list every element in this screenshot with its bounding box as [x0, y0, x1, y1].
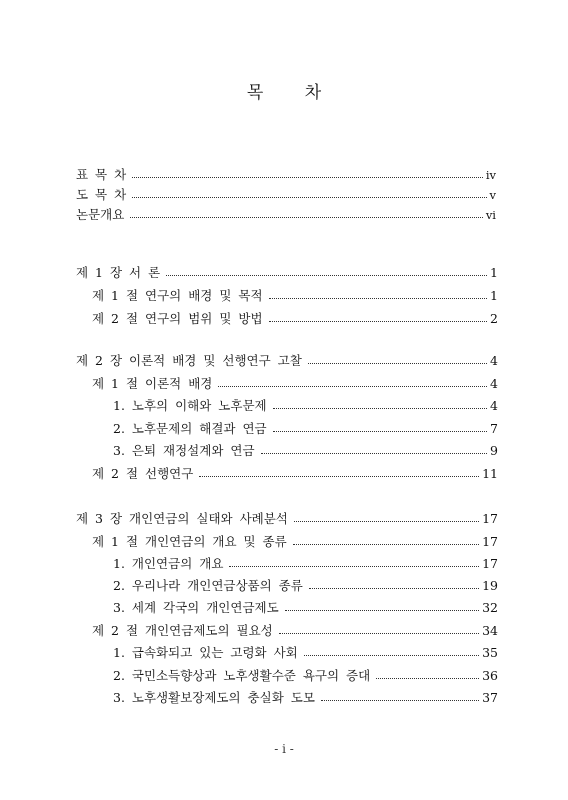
toc-entry-page: 4 [490, 398, 498, 413]
toc-entry-subsection[interactable] [113, 578, 498, 594]
dot-leader [273, 408, 487, 409]
toc-entry-label: 제 1 장 서 론 [76, 265, 161, 280]
dot-leader [166, 275, 487, 276]
toc-entry-label: 1. 급속화되고 있는 고령화 사회 [113, 645, 298, 660]
toc-entry-section[interactable] [92, 623, 498, 639]
toc-entry-subsection[interactable] [113, 398, 498, 414]
toc-entry-label: 도 목 차 [76, 187, 127, 202]
dot-leader [273, 431, 487, 432]
toc-entry-label: 3. 은퇴 재정설계와 연금 [113, 443, 255, 458]
toc-entry-page: 1 [490, 265, 498, 280]
toc-entry-subsection[interactable] [113, 556, 498, 572]
toc-entry-page: 4 [490, 353, 498, 368]
toc-entry-subsection[interactable] [113, 443, 498, 459]
toc-entry-label: 논문개요 [76, 207, 125, 222]
toc-entry-page: 9 [490, 443, 498, 458]
toc-entry-section[interactable] [92, 311, 498, 327]
toc-entry-subsection[interactable] [113, 600, 498, 616]
toc-entry-page: 34 [482, 623, 498, 638]
toc-entry-list-of-figures[interactable] [76, 187, 496, 203]
toc-entry-page: 17 [482, 534, 498, 549]
dot-leader [293, 544, 479, 545]
toc-entry-label: 제 3 장 개인연금의 실태와 사례분석 [76, 511, 288, 526]
dot-leader [229, 566, 479, 567]
toc-entry-label: 제 2 장 이론적 배경 및 선행연구 고찰 [76, 353, 302, 368]
dot-leader [132, 197, 486, 198]
toc-entry-page: 17 [482, 556, 498, 571]
toc-entry-label: 제 1 절 이론적 배경 [92, 376, 213, 391]
toc-entry-subsection[interactable] [113, 421, 498, 437]
toc-entry-label: 3. 노후생활보장제도의 충실화 도모 [113, 690, 315, 705]
dot-leader [304, 655, 479, 656]
page-number-footer: - i - [274, 742, 294, 756]
toc-entry-page: 7 [490, 421, 498, 436]
toc-entry-page: 37 [482, 690, 498, 705]
toc-entry-subsection[interactable] [113, 645, 498, 661]
toc-entry-label: 제 2 절 연구의 범위 및 방법 [92, 311, 263, 326]
dot-leader [269, 321, 488, 322]
toc-entry-chapter[interactable] [76, 353, 498, 369]
toc-entry-chapter[interactable] [76, 265, 498, 281]
dot-leader [132, 177, 483, 178]
toc-entry-page: 1 [490, 288, 498, 303]
dot-leader [376, 678, 479, 679]
toc-entry-chapter[interactable] [76, 511, 498, 527]
dot-leader [279, 633, 479, 634]
toc-entry-label: 제 2 절 개인연금제도의 필요성 [92, 623, 273, 638]
dot-leader [308, 363, 487, 364]
toc-entry-page: 32 [482, 600, 498, 615]
dot-leader [199, 476, 479, 477]
toc-entry-section[interactable] [92, 466, 498, 482]
toc-entry-label: 3. 세계 각국의 개인연금제도 [113, 600, 279, 615]
toc-entry-label: 제 1 절 개인연금의 개요 및 종류 [92, 534, 287, 549]
toc-entry-section[interactable] [92, 288, 498, 304]
toc-entry-page: v [489, 188, 496, 202]
toc-entry-page: 35 [482, 645, 498, 660]
toc-entry-page: 4 [490, 376, 498, 391]
toc-entry-page: vi [485, 208, 496, 222]
toc-entry-label: 2. 우리나라 개인연금상품의 종류 [113, 578, 303, 593]
toc-entry-page: 19 [482, 578, 498, 593]
toc-title: 목 차 [246, 83, 340, 103]
toc-entry-list-of-tables[interactable] [76, 167, 496, 183]
toc-entry-label: 1. 노후의 이해와 노후문제 [113, 398, 267, 413]
dot-leader [285, 610, 479, 611]
dot-leader [269, 298, 488, 299]
toc-entry-label: 표 목 차 [76, 167, 127, 182]
toc-entry-subsection[interactable] [113, 668, 498, 684]
toc-entry-label: 1. 개인연금의 개요 [113, 556, 224, 571]
toc-entry-label: 2. 국민소득향상과 노후생활수준 욕구의 증대 [113, 668, 371, 683]
toc-entry-section[interactable] [92, 534, 498, 550]
dot-leader [218, 386, 487, 387]
dot-leader [294, 521, 479, 522]
toc-entry-label: 제 1 절 연구의 배경 및 목적 [92, 288, 263, 303]
toc-entry-abstract[interactable] [76, 207, 496, 223]
toc-entry-label: 제 2 절 선행연구 [92, 466, 194, 481]
toc-entry-subsection[interactable] [113, 690, 498, 706]
toc-entry-page: 17 [482, 511, 498, 526]
toc-entry-page: 11 [482, 466, 498, 481]
dot-leader [309, 588, 479, 589]
dot-leader [261, 453, 488, 454]
toc-entry-page: iv [485, 168, 496, 182]
toc-entry-page: 2 [490, 311, 498, 326]
toc-entry-section[interactable] [92, 376, 498, 392]
dot-leader [321, 700, 479, 701]
toc-entry-label: 2. 노후문제의 해결과 연금 [113, 421, 267, 436]
dot-leader [130, 217, 483, 218]
toc-entry-page: 36 [482, 668, 498, 683]
